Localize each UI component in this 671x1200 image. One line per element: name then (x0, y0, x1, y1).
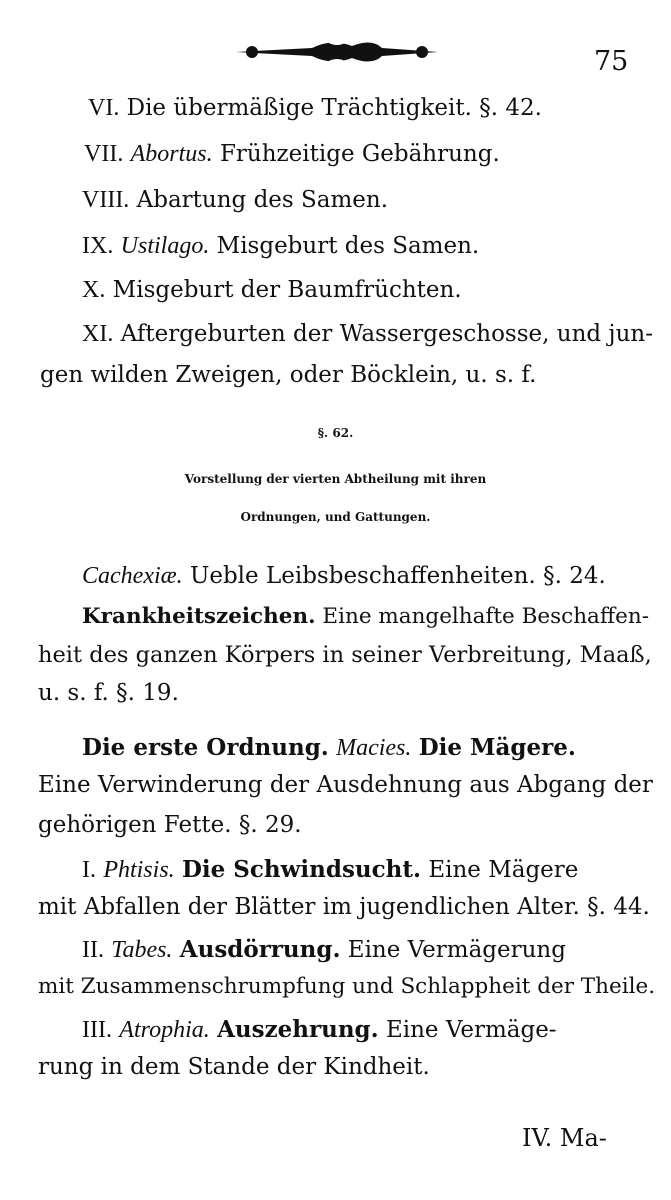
symptoms-line (82, 604, 649, 630)
page-number: 75 (594, 46, 629, 77)
item-text: Frühzeitige Gebährung. (219, 141, 500, 167)
species-latin-term: Tabes. (111, 937, 173, 963)
symptoms-text: Eine mangelhafte Beschaffen- (322, 604, 649, 629)
symptoms-heading: Krankheitszeichen. (82, 604, 316, 629)
class-line (82, 562, 606, 591)
item-latin-term: Abortus. (130, 141, 213, 167)
header-ornament (232, 36, 442, 68)
list-item (82, 232, 479, 261)
item-text: Misgeburt des Samen. (216, 233, 480, 259)
species-line (82, 936, 566, 965)
species-name: Die Schwindsucht. (181, 856, 421, 883)
list-item-continuation: gen wilden Zweigen, oder Böcklein, u. s. f. (40, 362, 537, 388)
order-line (82, 734, 576, 763)
species-number: II. (82, 937, 104, 963)
species-name: Auszehrung. (217, 1016, 379, 1043)
item-number: IX. (82, 233, 114, 259)
section-title-line: Vorstellung der vierten Abtheilung mit ihren (184, 472, 487, 486)
list-item (82, 276, 462, 305)
species-name: Ausdörrung. (179, 936, 341, 963)
section-number: §. 62. (317, 426, 354, 440)
catchword: IV. Ma- (522, 1124, 607, 1152)
item-number: X. (82, 277, 106, 303)
order-name: Die Mägere. (418, 734, 576, 761)
item-number: VIII. (82, 187, 130, 213)
species-line (82, 1016, 557, 1045)
section-title-line: Ordnungen, und Gattungen. (240, 510, 431, 524)
order-line: gehörigen Fette. §. 29. (38, 812, 302, 838)
item-text: Misgeburt der Baumfrüchten. (112, 277, 462, 303)
item-text: Die übermäßige Trächtigkeit. §. 42. (126, 95, 542, 121)
list-item (82, 320, 653, 349)
species-latin-term: Atrophia. (119, 1017, 210, 1043)
species-text: Eine Vermägerung (347, 937, 566, 963)
symptoms-line: heit des ganzen Körpers in seiner Verbreitung, Maaß, (38, 642, 652, 668)
species-latin-term: Phtisis. (103, 857, 175, 883)
species-line: mit Abfallen der Blätter im jugendlichen Alter. §. 44. (38, 894, 650, 920)
class-latin-term: Cachexiæ. (82, 563, 183, 589)
species-text: Eine Vermäge- (385, 1017, 557, 1043)
order-latin-term: Macies. (336, 735, 412, 761)
item-number: VI. (88, 95, 120, 121)
item-text: Aftergeburten der Wassergeschosse, und jun- (120, 321, 653, 347)
species-line: mit Zusammenschrumpfung und Schlappheit der Theile. (38, 974, 656, 999)
list-item (88, 94, 542, 123)
order-heading: Die erste Ordnung. (82, 734, 329, 761)
list-item (82, 186, 388, 215)
species-number: III. (82, 1017, 112, 1043)
species-text: Eine Mägere (428, 857, 579, 883)
species-number: I. (82, 857, 96, 883)
symptoms-line: u. s. f. §. 19. (38, 680, 179, 706)
list-item (84, 140, 500, 169)
class-text: Ueble Leibsbeschaffenheiten. §. 24. (189, 563, 606, 589)
item-number: VII. (84, 141, 124, 167)
item-text: Abartung des Samen. (136, 187, 389, 213)
item-number: XI. (82, 321, 114, 347)
item-latin-term: Ustilago. (120, 233, 210, 259)
order-line: Eine Verwinderung der Ausdehnung aus Abgang der (38, 772, 653, 798)
species-line (82, 856, 578, 885)
species-line: rung in dem Stande der Kindheit. (38, 1054, 430, 1080)
